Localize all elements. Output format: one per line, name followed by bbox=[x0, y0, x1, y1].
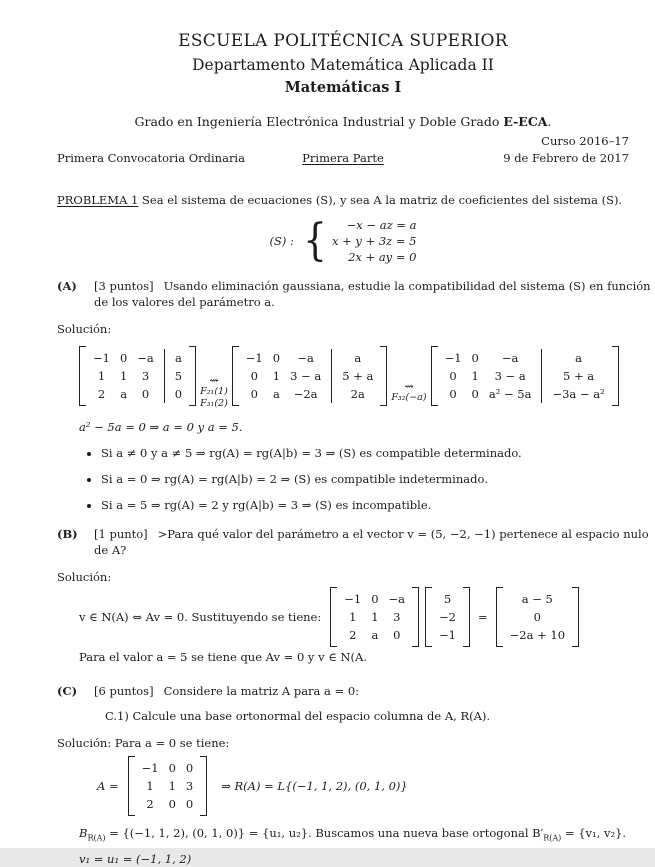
part-c-item bbox=[57, 683, 629, 699]
matrix-cell: 0 bbox=[393, 628, 401, 643]
part-b-label: (B) bbox=[57, 526, 78, 541]
equation-3: 2x + ay = 0 bbox=[348, 249, 417, 264]
bracket-right bbox=[200, 756, 207, 816]
matrix-cell: 0 bbox=[471, 350, 479, 365]
matrix-cell: 0 bbox=[533, 610, 541, 625]
part-b-points: [1 punto] bbox=[94, 526, 148, 541]
part-c1-question: C.1) Calcule una base ortonormal del espacio columna de A, R(A). bbox=[105, 709, 491, 724]
degree-line bbox=[57, 113, 629, 131]
matrix-a-label: A = bbox=[97, 778, 119, 793]
matrix-cell: 0 bbox=[250, 368, 258, 383]
matrix-cell: 0 bbox=[141, 386, 150, 401]
coefficient-matrix bbox=[330, 587, 419, 647]
bracket-right bbox=[189, 346, 196, 406]
matrix-cell: 5 + a bbox=[331, 367, 373, 385]
conclusion-equation: a² − 5a = 0 ⇒ a = 0 y a = 5. bbox=[79, 419, 243, 434]
vector-v bbox=[425, 587, 470, 647]
matrix-cell: −3a − a² bbox=[541, 385, 604, 403]
matrix-cell: 5 bbox=[164, 367, 182, 385]
equation-1: −x − az = a bbox=[346, 217, 417, 232]
matrix-cell: −2 bbox=[439, 610, 456, 625]
substitution-lead: v ∈ N(A) ⇔ Av = 0. Sustituyendo se tiene: bbox=[79, 610, 322, 625]
degree-period: . bbox=[547, 113, 552, 129]
case-item: • Si a = 5 ⇒ rg(A) = 2 y rg(A|b) = 3 ⇒ (S) es incompatible. bbox=[101, 497, 629, 513]
exam-part-label: Primera Parte bbox=[302, 151, 384, 166]
bracket-left bbox=[496, 587, 503, 647]
degree-text: Grado en Ingeniería Electrónica Industrial y Doble Grado bbox=[134, 113, 504, 129]
matrix-cell: 1 bbox=[146, 778, 154, 793]
department-title: Departamento Matemática Aplicada II bbox=[192, 55, 494, 74]
bracket-right bbox=[572, 587, 579, 647]
part-b-item bbox=[57, 526, 649, 558]
matrix-cell: 0 bbox=[168, 760, 176, 775]
augmented-matrix-1 bbox=[79, 346, 196, 406]
matrix-cell: 0 bbox=[185, 760, 194, 775]
part-a-text bbox=[94, 278, 651, 310]
system-name: (S) : bbox=[269, 233, 294, 248]
matrix-cell: 2a bbox=[331, 385, 373, 403]
matrix-cell: 1 bbox=[349, 610, 357, 625]
matrix-cell: 3 bbox=[185, 778, 194, 793]
system-equations bbox=[332, 217, 417, 265]
left-brace: { bbox=[303, 214, 327, 266]
matrix-cell: 0 bbox=[449, 368, 457, 383]
matrix-cell: 1 bbox=[97, 368, 106, 383]
bracket-left bbox=[330, 587, 337, 647]
part-a-item bbox=[57, 278, 651, 310]
matrix-cell: 2 bbox=[97, 386, 106, 401]
matrix-cell: 0 bbox=[371, 592, 379, 607]
document-header bbox=[57, 30, 629, 166]
matrix-cell: a − 5 bbox=[521, 592, 553, 607]
matrix-cell: a bbox=[164, 349, 182, 367]
problem-label: PROBLEMA 1 bbox=[57, 193, 139, 208]
squiggle-arrow-icon: ⇝ bbox=[404, 380, 414, 394]
solution-b-label: Solución: bbox=[57, 570, 112, 585]
case-item: • Si a = 0 ⇒ rg(A) = rg(A|b) = 2 ⇒ (S) es compatible indeterminado. bbox=[101, 471, 629, 487]
row-op-label: F₃₂(−a) bbox=[391, 392, 427, 404]
row-op-label: F₃₁(2) bbox=[200, 398, 228, 410]
part-c-label: (C) bbox=[57, 684, 78, 699]
degree-abbrev: E-ECA bbox=[503, 113, 548, 129]
case-analysis-list bbox=[57, 445, 629, 513]
part-a-line1: Usando eliminación gaussiana, estudie la compatibilidad del sistema (S) en función bbox=[163, 278, 651, 293]
part-c-text bbox=[94, 683, 629, 699]
bracket-right bbox=[463, 587, 470, 647]
equation-system bbox=[57, 214, 629, 266]
matrix-cell: −2a + 10 bbox=[509, 628, 566, 643]
matrix-a bbox=[128, 756, 208, 816]
matrix-cell: 1 bbox=[471, 368, 479, 383]
basis-subscript: R(A) bbox=[543, 832, 562, 842]
basis-end: = {v₁, v₂}. bbox=[561, 825, 627, 840]
matrix-cell: 3 bbox=[393, 610, 401, 625]
matrix-cell: 0 bbox=[119, 350, 128, 365]
solution-c-label: Solución: Para a = 0 se tiene: bbox=[57, 736, 230, 751]
matrix-cell: a bbox=[371, 628, 379, 643]
squiggle-arrow-icon: ⇝ bbox=[209, 373, 219, 387]
v1-equation: v₁ = u₁ = (−1, 1, 2) bbox=[79, 852, 192, 867]
case-item: • Si a ≠ 0 y a ≠ 5 ⇒ rg(A) = rg(A|b) = 3 ⇒ (S) es compatible determinado. bbox=[101, 445, 629, 461]
matrix-cell: 1 bbox=[119, 368, 128, 383]
matrix-cell: 0 bbox=[164, 385, 182, 403]
matrix-cell: 3 − a bbox=[290, 368, 322, 383]
part-b-line1: >Para qué valor del parámetro a el vector v = (5, −2, −1) pertenece al espacio nulo bbox=[157, 526, 649, 541]
exam-meta-row bbox=[57, 150, 629, 166]
augmented-matrix-3 bbox=[431, 346, 619, 406]
matrix-cell: −1 bbox=[439, 628, 456, 643]
substitution-row bbox=[79, 587, 629, 647]
bracket-left bbox=[232, 346, 239, 406]
bracket-left bbox=[79, 346, 86, 406]
matrix-a-row bbox=[97, 756, 629, 816]
problem-statement bbox=[57, 192, 629, 208]
matrix-cell: a bbox=[272, 386, 280, 401]
bracket-right bbox=[612, 346, 619, 406]
bracket-right bbox=[412, 587, 419, 647]
row-operation-1 bbox=[200, 375, 228, 411]
bracket-left bbox=[425, 587, 432, 647]
basis-subscript: R(A) bbox=[87, 832, 106, 842]
matrix-cell: 1 bbox=[371, 610, 379, 625]
matrix-cell: −1 bbox=[141, 760, 159, 775]
basis-line bbox=[79, 825, 629, 843]
part-c-line1: Considere la matriz A para a = 0: bbox=[163, 684, 360, 699]
matrix-cell: 5 bbox=[443, 592, 452, 607]
row-operation-2 bbox=[391, 381, 426, 404]
matrix-cell: −1 bbox=[444, 350, 462, 365]
matrix-cell: −1 bbox=[93, 350, 110, 365]
matrix-cell: 0 bbox=[471, 386, 479, 401]
matrix-cell: 0 bbox=[185, 796, 194, 811]
part-b-text bbox=[94, 526, 649, 558]
matrix-cell: 3 − a bbox=[494, 368, 526, 383]
part-b-line2: de A? bbox=[94, 543, 127, 557]
convocatoria-label: Primera Convocatoria Ordinaria bbox=[57, 151, 245, 166]
exam-date: 9 de Febrero de 2017 bbox=[503, 151, 629, 166]
problem-text: Sea el sistema de ecuaciones (S), y sea A la matriz de coeficientes del sistema (S). bbox=[142, 193, 623, 208]
part-a-label: (A) bbox=[57, 278, 77, 293]
bracket-left bbox=[128, 756, 135, 816]
part-c-points: [6 puntos] bbox=[94, 684, 154, 699]
matrix-cell: 0 bbox=[272, 350, 281, 365]
matrix-cell: −2a bbox=[293, 386, 318, 401]
matrix-cell: 2 bbox=[146, 796, 154, 811]
matrix-cell: 1 bbox=[272, 368, 281, 383]
equation-2: x + y + 3z = 5 bbox=[331, 233, 417, 248]
matrix-cell: a bbox=[541, 349, 604, 367]
solution-a-label: Solución: bbox=[57, 321, 112, 336]
bracket-left bbox=[431, 346, 438, 406]
column-space-result: ⇒ R(A) = L{(−1, 1, 2), (0, 1, 0)} bbox=[221, 778, 408, 793]
matrix-cell: −a bbox=[388, 592, 406, 607]
matrix-cell: 3 bbox=[141, 368, 150, 383]
matrix-cell: 0 bbox=[250, 386, 258, 401]
basis-mid: = {(−1, 1, 2), (0, 1, 0)} = {u₁, u₂}. Buscamos una nueva base ortogonal B′ bbox=[105, 825, 544, 840]
bracket-right bbox=[380, 346, 387, 406]
equals-sign: = bbox=[477, 610, 488, 625]
matrix-cell: a² − 5a bbox=[488, 386, 532, 401]
school-title: ESCUELA POLITÉCNICA SUPERIOR bbox=[178, 31, 508, 51]
matrix-cell: 0 bbox=[449, 386, 457, 401]
course-year: Curso 2016–17 bbox=[541, 134, 629, 149]
gauss-elimination-row bbox=[79, 341, 629, 411]
matrix-cell: a bbox=[331, 349, 373, 367]
matrix-cell: −a bbox=[137, 350, 154, 365]
matrix-cell: −a bbox=[501, 350, 519, 365]
matrix-cell: 1 bbox=[168, 778, 176, 793]
subject-title: Matemáticas I bbox=[284, 79, 402, 97]
row-op-label: F₂₁(1) bbox=[200, 385, 228, 397]
matrix-cell: 2 bbox=[349, 628, 357, 643]
matrix-cell: a bbox=[120, 386, 128, 401]
matrix-cell: −1 bbox=[344, 592, 362, 607]
basis-b: B bbox=[79, 825, 88, 840]
matrix-cell: −1 bbox=[245, 350, 263, 365]
result-vector bbox=[496, 587, 579, 647]
matrix-cell: −a bbox=[297, 350, 314, 365]
part-a-line2: de los valores del parámetro a. bbox=[94, 294, 275, 309]
matrix-cell: 0 bbox=[168, 796, 176, 811]
augmented-matrix-2 bbox=[232, 346, 388, 406]
part-a-points: [3 puntos] bbox=[94, 278, 154, 293]
part-b-closing: Para el valor a = 5 se tiene que Av = 0 y v ∈ N(A. bbox=[79, 650, 367, 665]
matrix-cell: 5 + a bbox=[541, 367, 604, 385]
